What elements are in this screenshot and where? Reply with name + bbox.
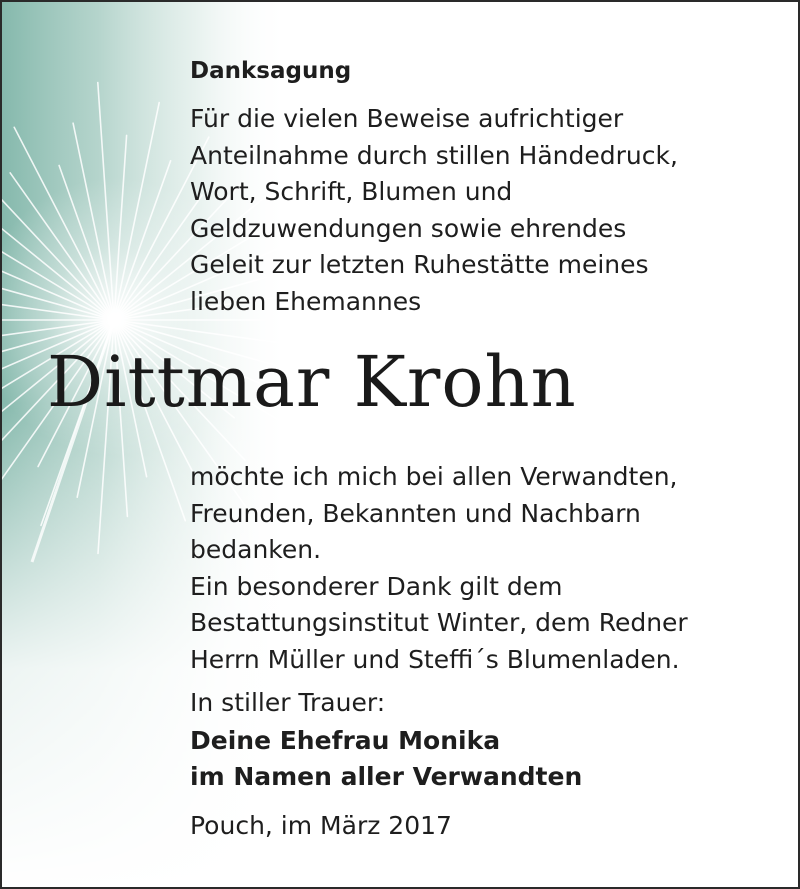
thanks-line: bedanken. [190, 535, 322, 564]
signature-line: im Namen aller Verwandten [190, 762, 583, 791]
notice-heading: Danksagung [190, 58, 352, 84]
intro-line: Wort, Schrift, Blumen und [190, 177, 513, 206]
thanks-line: Ein besonderer Dank gilt dem [190, 571, 563, 601]
intro-paragraph [190, 101, 678, 320]
deceased-name: Dittmar Krohn [47, 341, 577, 423]
thanks-line: Bestattungsinstitut Winter, dem Redner [190, 608, 688, 637]
intro-line: lieben Ehemannes [190, 286, 422, 316]
intro-line: Anteilnahme durch stillen Händedruck, [190, 140, 678, 170]
intro-line: Für die vielen Beweise aufrichtiger [190, 104, 624, 133]
signature-line: Deine Ehefrau Monika [190, 726, 501, 755]
signature-block [190, 723, 582, 795]
mourning-label: In stiller Trauer: [190, 688, 386, 717]
intro-line: Geleit zur letzten Ruhestätte meines [190, 250, 649, 279]
thanks-line: Freunden, Bekannten und Nachbarn [190, 498, 641, 528]
intro-line: Geldzuwendungen sowie ehrendes [190, 213, 627, 243]
thanks-line: Herrn Müller und Steffi´s Blumenladen. [190, 644, 680, 674]
thanks-paragraph [190, 459, 688, 678]
place-date: Pouch, im März 2017 [190, 811, 452, 840]
thanks-line: möchte ich mich bei allen Verwandten, [190, 462, 678, 491]
